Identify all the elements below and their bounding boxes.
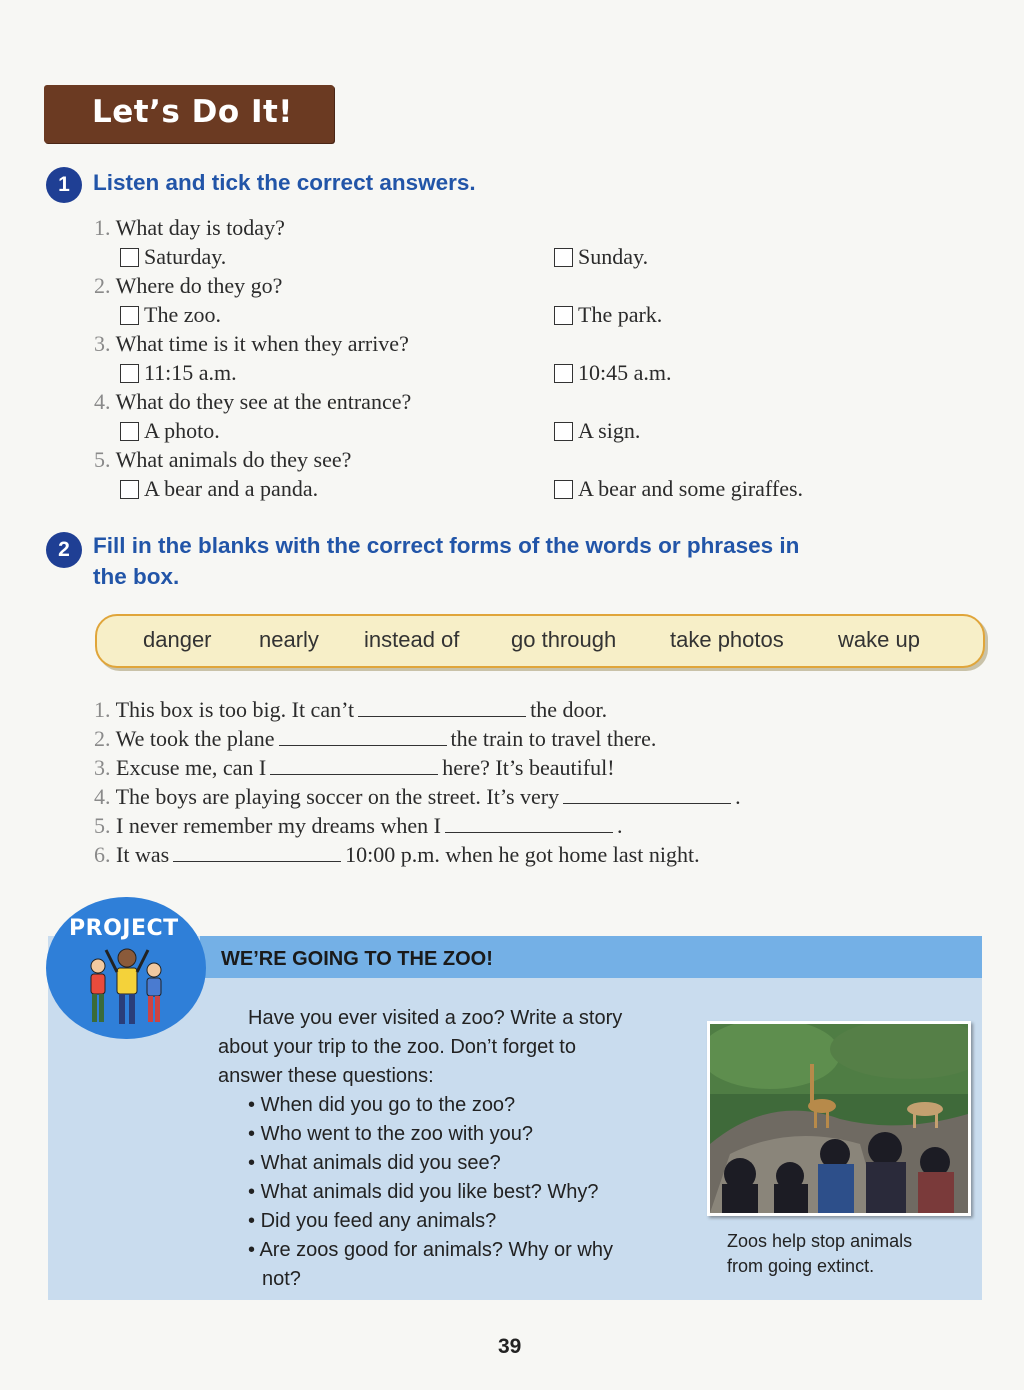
option-label: A bear and some giraffes.	[578, 476, 804, 501]
question-text: Where do they go?	[115, 273, 283, 298]
option-label: The zoo.	[144, 302, 221, 327]
question-text: What time is it when they arrive?	[115, 331, 409, 356]
question-number: 2.	[94, 273, 111, 298]
bullet-text: What animals did you like best? Why?	[260, 1181, 599, 1203]
question-3	[94, 329, 409, 358]
question-2	[94, 271, 282, 300]
answer-blank[interactable]	[279, 725, 447, 746]
option-label: 10:45 a.m.	[578, 360, 672, 385]
sentence-number: 5.	[94, 813, 111, 838]
word-instead-of: instead of	[364, 627, 460, 652]
option-label: 11:15 a.m.	[144, 360, 237, 385]
option-2a[interactable]	[120, 300, 221, 329]
bullet-text: When did you go to the zoo?	[260, 1094, 516, 1116]
project-bullet-2: • Who went to the zoo with you?	[248, 1123, 533, 1145]
option-label: A sign.	[578, 418, 641, 443]
answer-blank[interactable]	[358, 696, 526, 717]
project-bullet-1: • When did you go to the zoo?	[248, 1094, 516, 1116]
option-label: A photo.	[144, 418, 220, 443]
answer-blank[interactable]	[445, 812, 613, 833]
sentence-5	[94, 811, 622, 840]
option-2b[interactable]	[554, 300, 662, 329]
project-intro-line3: answer these questions:	[218, 1065, 434, 1087]
word-go-through: go through	[511, 627, 617, 652]
checkbox[interactable]	[554, 422, 573, 441]
option-label: Saturday.	[144, 244, 227, 269]
sentence-text: .	[616, 813, 623, 838]
zoo-photo	[707, 1021, 971, 1216]
option-label: Sunday.	[578, 244, 649, 269]
section-2-heading-line1: Fill in the blanks with the correct forms of the words or phrases in	[93, 533, 800, 558]
checkbox[interactable]	[120, 422, 139, 441]
option-1b[interactable]	[554, 242, 648, 271]
section-1-number: 1	[46, 167, 82, 203]
section-2-heading-line2: the box.	[93, 564, 180, 589]
sentence-2	[94, 724, 656, 753]
sentence-number: 1.	[94, 697, 111, 722]
sentence-text: the door.	[530, 697, 608, 722]
photo-caption	[727, 1229, 912, 1279]
checkbox[interactable]	[554, 480, 573, 499]
question-5	[94, 445, 351, 474]
option-5a[interactable]	[120, 474, 318, 503]
sentence-text: Excuse me, can I	[116, 755, 267, 780]
checkbox[interactable]	[554, 364, 573, 383]
sentence-3	[94, 753, 615, 782]
caption-line2: from going extinct.	[727, 1256, 875, 1276]
checkbox[interactable]	[554, 248, 573, 267]
option-label: The park.	[578, 302, 663, 327]
question-number: 4.	[94, 389, 111, 414]
sentence-6	[94, 840, 700, 869]
sentence-text: It was	[116, 842, 170, 867]
zoo-photo-icon	[710, 1024, 968, 1213]
sentence-text: 10:00 p.m. when he got home last night.	[345, 842, 700, 867]
sentence-number: 4.	[94, 784, 111, 809]
question-1	[94, 213, 285, 242]
bullet-text: Are zoos good for animals? Why or why	[259, 1239, 613, 1261]
kids-illustration-icon	[84, 944, 170, 1028]
sentence-number: 3.	[94, 755, 111, 780]
sentence-text: .	[735, 784, 741, 809]
bullet-text: What animals did you see?	[260, 1152, 501, 1174]
checkbox[interactable]	[120, 364, 139, 383]
sentence-text: the train to travel there.	[450, 726, 657, 751]
sentence-text: This box is too big. It can’t	[115, 697, 355, 722]
project-label: PROJECT	[69, 916, 179, 941]
sentence-4	[94, 782, 741, 811]
sentence-text: I never remember my dreams when I	[116, 813, 441, 838]
sentence-number: 2.	[94, 726, 111, 751]
word-danger: danger	[143, 627, 212, 652]
project-title: WE’RE GOING TO THE ZOO!	[221, 948, 493, 970]
word-take-photos: take photos	[670, 627, 784, 652]
answer-blank[interactable]	[173, 841, 341, 862]
section-1-heading: Listen and tick the correct answers.	[93, 170, 476, 195]
option-1a[interactable]	[120, 242, 226, 271]
option-3b[interactable]	[554, 358, 672, 387]
option-3a[interactable]	[120, 358, 237, 387]
bullet-text: Who went to the zoo with you?	[260, 1123, 533, 1145]
checkbox[interactable]	[120, 248, 139, 267]
question-number: 3.	[94, 331, 111, 356]
sentence-text: The boys are playing soccer on the street. It’s very	[115, 784, 560, 809]
option-4b[interactable]	[554, 416, 640, 445]
sentence-number: 6.	[94, 842, 111, 867]
sentence-text: here? It’s beautiful!	[442, 755, 615, 780]
caption-line1: Zoos help stop animals	[727, 1231, 913, 1251]
lets-do-it-title: Let’s Do It!	[92, 94, 293, 130]
option-label: A bear and a panda.	[144, 476, 319, 501]
word-nearly: nearly	[259, 627, 319, 652]
option-5b[interactable]	[554, 474, 803, 503]
kid-middle	[106, 949, 148, 1024]
project-bullet-6: • Are zoos good for animals? Why or why	[248, 1239, 613, 1261]
checkbox[interactable]	[120, 306, 139, 325]
project-intro-line1: Have you ever visited a zoo? Write a story	[248, 1007, 623, 1029]
word-wake-up: wake up	[838, 627, 920, 652]
kid-right	[147, 963, 161, 1022]
kid-left	[91, 959, 105, 1022]
project-bullet-4: • What animals did you like best? Why?	[248, 1181, 599, 1203]
project-bullet-3: • What animals did you see?	[248, 1152, 501, 1174]
sentence-1	[94, 695, 607, 724]
bullet-text: Did you feed any animals?	[260, 1210, 497, 1232]
project-bullet-6-cont: not?	[262, 1268, 301, 1290]
section-2-number: 2	[46, 532, 82, 568]
project-bullet-5: • Did you feed any animals?	[248, 1210, 497, 1232]
question-text: What day is today?	[115, 215, 285, 240]
checkbox[interactable]	[554, 306, 573, 325]
page-number: 39	[498, 1335, 522, 1358]
project-intro-line2: about your trip to the zoo. Don’t forget to	[218, 1036, 576, 1058]
sentence-text: We took the plane	[115, 726, 275, 751]
question-text: What do they see at the entrance?	[115, 389, 412, 414]
checkbox[interactable]	[120, 480, 139, 499]
question-number: 5.	[94, 447, 111, 472]
option-4a[interactable]	[120, 416, 220, 445]
question-text: What animals do they see?	[115, 447, 352, 472]
answer-blank[interactable]	[563, 783, 731, 804]
answer-blank[interactable]	[270, 754, 438, 775]
question-number: 1.	[94, 215, 111, 240]
question-4	[94, 387, 411, 416]
